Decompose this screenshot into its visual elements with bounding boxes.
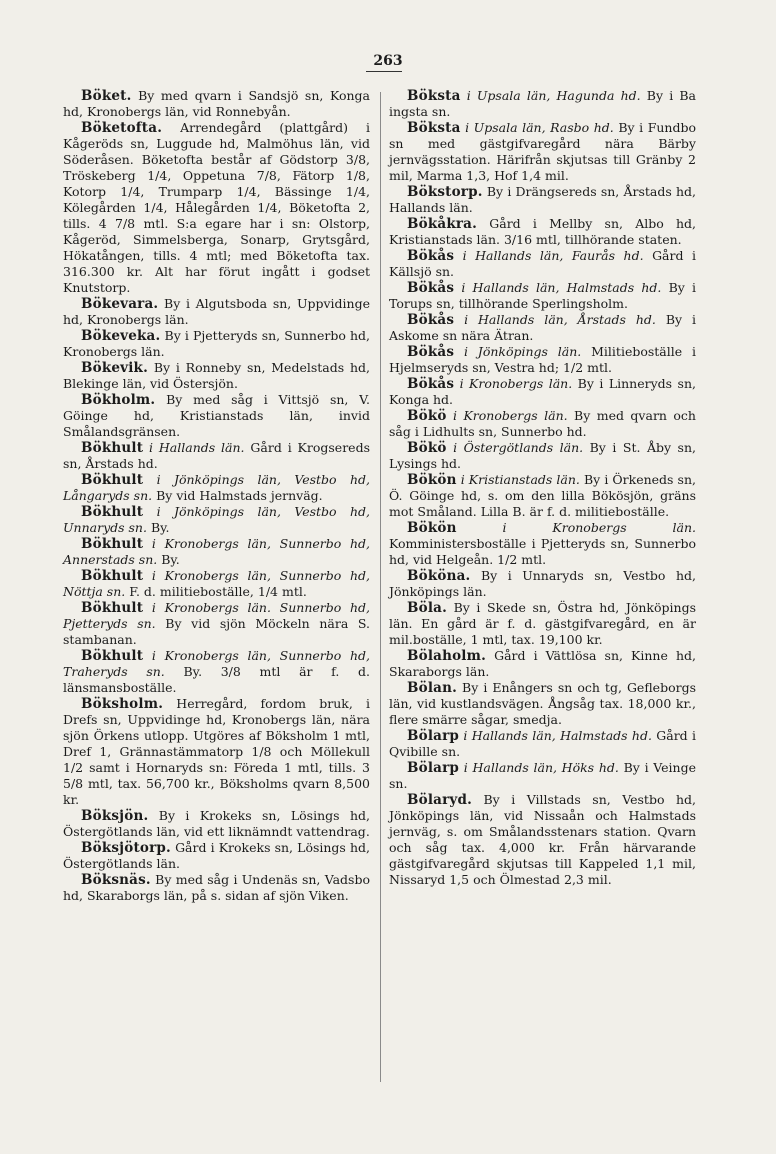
- entry-text: Arrendegård (plattgård) i Kågeröds sn, Luggude hd, Malmöhus län, vid Söderåsen. Böketofta består af Gödstorp 3/8, Tröskeberg 1/4, Oppetuna 7/8, Fätorp 1/8, Kotorp 1/4, Trumparp 1/4, Bässinge 1/4, Kölegården 1/4, Hålegården 1/4, Böketofta 2, tills. 4 7/8 mtl. S:a egare har i sn: Olstorp, Kågeröd, Simmelsberga, Sonarp, Grytsgård, Hökatången, tills. 4 mtl; med Böketofta tax. 316.300 kr. Alt har förut ingått i godset Knutstorp.: [63, 120, 370, 295]
- dictionary-entry: [389, 120, 696, 184]
- entry-headword: Bökholm.: [81, 392, 156, 408]
- dictionary-entry: [389, 376, 696, 408]
- right-column: [389, 88, 696, 888]
- entry-headword: Bökstorp.: [407, 184, 483, 200]
- entry-location: i Kronobergs län, Sunnerbo hd, Traheryds sn.: [63, 648, 370, 679]
- entry-text: By i Ronneby sn, Medelstads hd, Blekinge län, vid Östersjön.: [63, 360, 370, 391]
- entry-headword: Bökhult: [81, 568, 144, 584]
- entry-text: Militieboställe i Hjelmseryds sn, Vestra hd; 1/2 mtl.: [389, 344, 696, 375]
- entry-location: i Jönköpings län, Vestbo hd, Långaryds sn.: [63, 472, 370, 503]
- dictionary-entry: [63, 568, 370, 600]
- entry-headword: Bökö: [407, 440, 447, 456]
- entry-location: i Hallands län, Halmstads hd.: [461, 280, 662, 295]
- entry-location: i Hallands län.: [149, 440, 245, 455]
- entry-text: By i Örkeneds sn, Ö. Göinge hd, s. om den lilla Bökösjön, gräns mot Småland. Lilla B. är f. d. militieboställe.: [389, 472, 696, 519]
- entry-headword: Bökhult: [81, 600, 144, 616]
- entry-text: By i Unnaryds sn, Vestbo hd, Jönköpings län.: [389, 568, 696, 599]
- entry-headword: Bököna.: [407, 568, 471, 584]
- dictionary-entry: [389, 440, 696, 472]
- dictionary-entry: [63, 392, 370, 440]
- entry-location: i Jönköpings län.: [463, 344, 582, 359]
- entry-location: i Kronobergs län.: [502, 520, 696, 535]
- entry-text: F. d. militieboställe, 1/4 mtl.: [129, 584, 307, 599]
- column-divider: [380, 92, 381, 1082]
- entry-headword: Böksta: [407, 88, 461, 104]
- entry-text: By i Algutsboda sn, Uppvidinge hd, Kronobergs län.: [63, 296, 370, 327]
- dictionary-entry: [63, 472, 370, 504]
- entry-headword: Bökås: [407, 248, 455, 264]
- dictionary-entry: [389, 408, 696, 440]
- entry-text: By i Askome sn nära Ätran.: [389, 312, 696, 343]
- entry-location: i Upsala län, Hagunda hd.: [466, 88, 641, 103]
- entry-headword: Böketofta.: [81, 120, 163, 136]
- dictionary-entry: [389, 216, 696, 248]
- dictionary-entry: [63, 328, 370, 360]
- entry-headword: Böket.: [81, 88, 132, 104]
- entry-location: i Kronobergs län.: [453, 408, 568, 423]
- page-number-rule: [366, 71, 402, 72]
- dictionary-entry: [63, 440, 370, 472]
- entry-location: i Kristianstads län.: [460, 472, 580, 487]
- entry-headword: Böksjötorp.: [81, 840, 171, 856]
- entry-text: By med qvarn och såg i Lidhults sn, Sunnerbo hd.: [389, 408, 696, 439]
- dictionary-entry: [389, 568, 696, 600]
- entry-headword: Bökhult: [81, 536, 144, 552]
- entry-text: By.: [150, 520, 170, 535]
- dictionary-entry: [63, 872, 370, 904]
- entry-headword: Bölaholm.: [407, 648, 487, 664]
- entry-headword: Bökön: [407, 472, 457, 488]
- entry-text: By i St. Åby sn, Lysings hd.: [389, 440, 696, 471]
- entry-text: By i Veinge sn.: [389, 760, 697, 791]
- entry-headword: Bökeveka.: [81, 328, 161, 344]
- entry-text: By i Linneryds sn, Konga hd.: [389, 376, 696, 407]
- entry-text: By med qvarn i Sandsjö sn, Konga hd, Kronobergs län, vid Ronnebyån.: [63, 88, 370, 119]
- dictionary-entry: [389, 680, 696, 728]
- entry-location: i Kronobergs län.: [459, 376, 573, 391]
- dictionary-entry: [63, 536, 370, 568]
- entry-text: Gård i Vättlösa sn, Kinne hd, Skaraborgs län.: [389, 648, 696, 679]
- entry-text: By.: [161, 552, 180, 567]
- entry-headword: Bökö: [407, 408, 447, 424]
- dictionary-entry: [63, 296, 370, 328]
- left-column: [63, 88, 370, 904]
- entry-text: By i Ba ingsta sn.: [389, 88, 696, 119]
- entry-headword: Bökhult: [81, 472, 144, 488]
- entry-headword: Böksjön.: [81, 808, 149, 824]
- entry-text: Herregård, fordom bruk, i Drefs sn, Uppvidinge hd, Kronobergs län, nära sjön Örkens utlopp. Utgöres af Böksholm 1 mtl, Dref 1, Grännastämmatorp 1/8 och Möllekull 1/2 samt i Hornaryds sn: Föreda 1 mtl, tills. 3 5/8 mtl, tax. 56,700 kr., Böksholms qvarn 8,500 kr.: [63, 696, 370, 807]
- dictionary-entry: [389, 184, 696, 216]
- entry-headword: Bölan.: [407, 680, 458, 696]
- dictionary-entry: [63, 648, 370, 696]
- entry-text: Gård i Mellby sn, Albo hd, Kristianstads län. 3/16 mtl, tillhörande staten.: [389, 216, 696, 247]
- dictionary-entry: [389, 728, 696, 760]
- entry-headword: Bökevik.: [81, 360, 148, 376]
- entry-text: By i Skede sn, Östra hd, Jönköpings län. En gård är f. d. gästgifvaregård, en är mil.boställe, 1 mtl, tax. 19,100 kr.: [389, 600, 696, 647]
- entry-text: By i Torups sn, tillhörande Sperlingsholm.: [389, 280, 697, 311]
- entry-headword: Böksholm.: [81, 696, 164, 712]
- entry-headword: Bökås: [407, 344, 455, 360]
- dictionary-entry: [389, 312, 696, 344]
- entry-text: Gård i Källsjö sn.: [389, 248, 696, 279]
- entry-text: Gård i Qvibille sn.: [389, 728, 696, 759]
- page-number: 263: [373, 53, 403, 69]
- dictionary-entry: [63, 600, 370, 648]
- entry-text: Gård i Krokeks sn, Lösings hd, Östergötlands län.: [63, 840, 370, 871]
- entry-headword: Bökås: [407, 376, 455, 392]
- entry-location: i Hallands län, Höks hd.: [463, 760, 619, 775]
- dictionary-entry: [389, 248, 696, 280]
- dictionary-entry: [389, 280, 696, 312]
- entry-text: By med såg i Undenäs sn, Vadsbo hd, Skaraborgs län, på s. sidan af sjön Viken.: [63, 872, 370, 903]
- entry-location: i Kronobergs län. Sunnerbo hd, Pjetteryds sn.: [63, 600, 370, 631]
- entry-location: i Kronobergs län, Sunnerbo hd, Annerstads sn.: [63, 536, 370, 567]
- dictionary-entry: [389, 600, 696, 648]
- entry-headword: Bökås: [407, 280, 455, 296]
- entry-headword: Bökhult: [81, 440, 144, 456]
- dictionary-entry: [63, 808, 370, 840]
- entry-text: By i Drängsereds sn, Årstads hd, Hallands län.: [389, 184, 696, 215]
- entry-text: By i Krokeks sn, Lösings hd, Östergötlands län, vid ett liknämndt vattendrag.: [63, 808, 370, 839]
- entry-headword: Bölarp: [407, 760, 460, 776]
- entry-text: By i Enångers sn och tg, Gefleborgs län, vid kustlandsvägen. Ångsåg tax. 18,000 kr., flere smärre sågar, smedja.: [389, 680, 696, 727]
- entry-text: By i Fundbo sn med gästgifvaregård nära Bärby jernvägsstation. Härifrån skjutsas till Gränby 2 mil, Marma 1,3, Hof 1,4 mil.: [389, 120, 696, 183]
- dictionary-entry: [63, 360, 370, 392]
- entry-location: i Upsala län, Rasbo hd.: [465, 120, 614, 135]
- entry-text: By med såg i Vittsjö sn, V. Göinge hd, Kristianstads län, invid Smålandsgränsen.: [63, 392, 370, 439]
- entry-location: i Hallands län, Faurås hd.: [462, 248, 644, 263]
- entry-text: By i Pjetteryds sn, Sunnerbo hd, Kronobergs län.: [63, 328, 370, 359]
- entry-text: Komministersboställe i Pjetteryds sn, Sunnerbo hd, vid Helgeån. 1/2 mtl.: [389, 536, 696, 567]
- dictionary-entry: [63, 88, 370, 120]
- entry-headword: Bökön: [407, 520, 457, 536]
- entry-headword: Bökhult: [81, 504, 144, 520]
- entry-text: By vid sjön Möckeln nära S. stambanan.: [63, 616, 370, 647]
- entry-text: By. 3/8 mtl är f. d. länsmansboställe.: [63, 664, 370, 695]
- dictionary-entry: [389, 88, 696, 120]
- dictionary-entry: [63, 696, 370, 808]
- entry-headword: Bökevara.: [81, 296, 159, 312]
- entry-headword: Böla.: [407, 600, 447, 616]
- dictionary-entry: [389, 648, 696, 680]
- entry-headword: Bökhult: [81, 648, 144, 664]
- dictionary-entry: [63, 120, 370, 296]
- dictionary-entry: [63, 504, 370, 536]
- entry-headword: Bökås: [407, 312, 455, 328]
- dictionary-entry: [389, 520, 696, 568]
- entry-location: i Kronobergs län, Sunnerbo hd, Nöttja sn.: [63, 568, 370, 599]
- entry-headword: Bökåkra.: [407, 216, 478, 232]
- entry-location: i Hallands län, Årstads hd.: [464, 312, 656, 327]
- entry-text: By i Villstads sn, Vestbo hd, Jönköpings län, vid Nissaån och Halmstads jernväg, s. om Smålandsstenars station. Qvarn och såg tax. 4,000 kr. Från härvarande gästgifvaregård skjutsas till Kappeled 1,1 mil, Nissaryd 1,5 och Ölmestad 2,3 mil.: [389, 792, 696, 887]
- entry-location: i Hallands län, Halmstads hd.: [463, 728, 652, 743]
- entry-text: Gård i Krogsereds sn, Årstads hd.: [63, 440, 370, 471]
- dictionary-entry: [389, 472, 696, 520]
- entry-headword: Bölarp: [407, 728, 460, 744]
- dictionary-entry: [63, 840, 370, 872]
- entry-headword: Bölaryd.: [407, 792, 472, 808]
- entry-location: i Jönköpings län, Vestbo hd, Unnaryds sn.: [63, 504, 370, 535]
- dictionary-entry: [389, 792, 696, 888]
- entry-headword: Böksnäs.: [81, 872, 151, 888]
- entry-text: By vid Halmstads jernväg.: [156, 488, 323, 503]
- dictionary-entry: [389, 760, 696, 792]
- entry-location: i Östergötlands län.: [453, 440, 584, 455]
- dictionary-entry: [389, 344, 696, 376]
- entry-headword: Böksta: [407, 120, 461, 136]
